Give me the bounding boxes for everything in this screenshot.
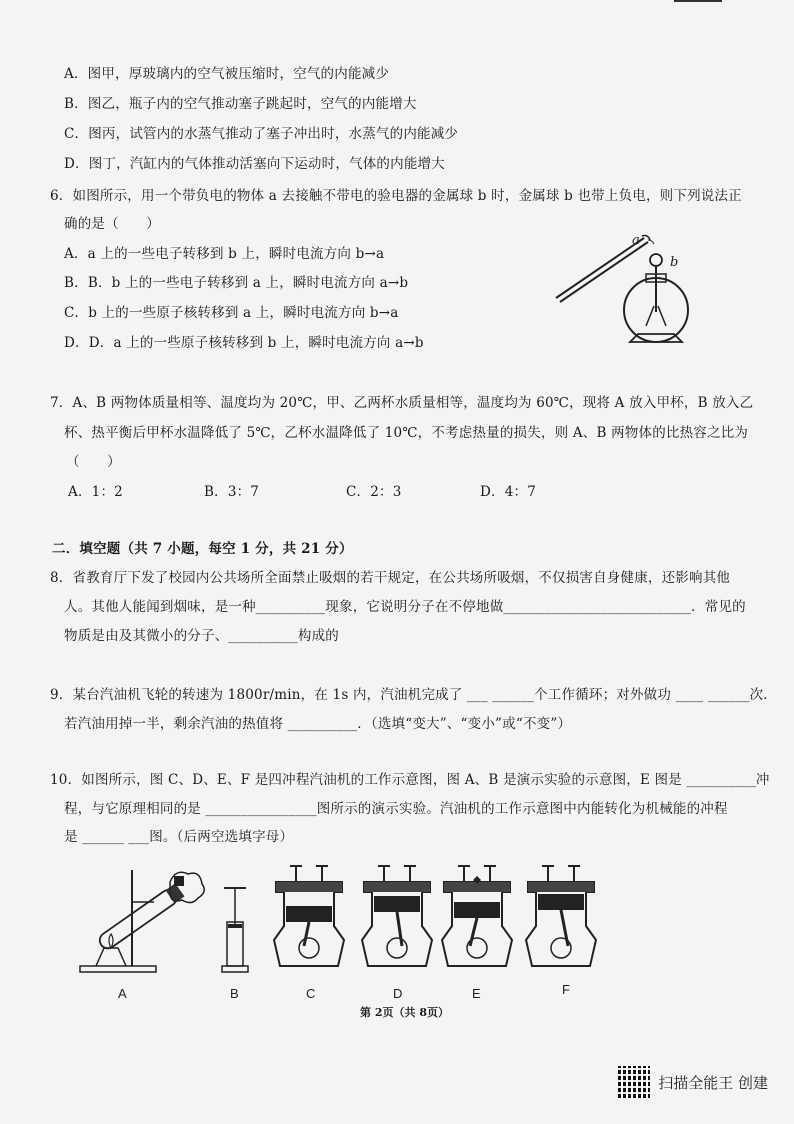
q6-option-a: A．a 上的一些电子转移到 b 上，瞬时电流方向 b→a <box>64 246 385 262</box>
figure-label-e: E <box>472 986 481 1001</box>
top-rule <box>674 0 722 2</box>
electroscope-label-b: b <box>670 255 679 270</box>
watermark-text: 扫描全能王 创建 <box>658 1073 768 1092</box>
q10-line2: 程，与它原理相同的是 ________________图所示的演示实验。汽油机的工作示意图中内能转化为机械能的冲程 <box>64 801 728 817</box>
page-number: 第 2页（共 8页） <box>360 1006 449 1019</box>
figure-label-d: D <box>393 986 403 1001</box>
q7-line2: 杯、热平衡后甲杯水温降低了 5℃，乙杯水温降低了 10℃，不考虑热量的损失，则 A、B 两物体的比热容之比为 <box>64 425 749 441</box>
q6-option-d: D．D．a 上的一些原子核转移到 b 上，瞬时电流方向 a→b <box>64 335 424 351</box>
q9-line2: 若汽油用掉一半，剩余汽油的热值将 __________．（选填“变大”、“变小”或“不变”） <box>64 716 572 732</box>
qr-code-icon <box>618 1066 650 1098</box>
q5-option-b: B．图乙，瓶子内的空气推动塞子跳起时，空气的内能增大 <box>64 96 417 112</box>
figure-c-engine-stroke <box>268 862 350 974</box>
section-title: 二．填空题（共 7 小题，每空 1 分，共 21 分） <box>52 541 353 557</box>
q7-option-a: A．1：2 <box>68 484 123 500</box>
q6-stem-line2: 确的是（ ） <box>64 216 160 232</box>
figure-label-f: F <box>562 982 570 997</box>
q5-option-d: D．图丁，汽缸内的气体推动活塞向下运动时，气体的内能增大 <box>64 156 445 172</box>
q6-stem-line1: 6．如图所示，用一个带负电的物体 a 去接触不带电的验电器的金属球 b 时，金属球 b 也带上负电，则下列说法正 <box>50 188 742 204</box>
q10-line3: 是 ______ ___图。（后两空选填字母） <box>64 829 294 845</box>
figure-b-compression-tube <box>216 884 256 978</box>
q8-line2: 人。其他人能闻到烟味，是一种__________现象，它说明分子在不停地做___________________________．常见的 <box>64 599 746 615</box>
q5-option-c: C．图丙，试管内的水蒸气推动了塞子冲出时，水蒸气的内能减少 <box>64 126 459 142</box>
figure-label-a: A <box>118 986 127 1001</box>
q7-line3: （ ） <box>66 454 121 470</box>
figure-label-c: C <box>306 986 316 1001</box>
q8-line1: 8．省教育厅下发了校园内公共场所全面禁止吸烟的若干规定，在公共场所吸烟，不仅损害自身健康，还影响其他 <box>50 570 731 586</box>
figure-label-b: B <box>230 986 239 1001</box>
q9-line1: 9．某台汽油机飞轮的转速为 1800r/min，在 1s 内，汽油机完成了 ___ ______个工作循环；对外做功 ____ ______次． <box>50 687 777 703</box>
q6-option-c: C．b 上的一些原子核转移到 a 上，瞬时电流方向 b→a <box>64 305 399 321</box>
electroscope-figure <box>548 226 698 356</box>
electroscope-label-a: a <box>632 233 640 248</box>
figure-a-test-tube-experiment <box>74 862 206 978</box>
q10-line1: 10．如图所示，图 C、D、E、F 是四冲程汽油机的工作示意图，图 A、B 是演示实验的示意图，E 图是 __________冲 <box>50 772 770 788</box>
figure-e-engine-stroke <box>436 862 518 974</box>
scanner-watermark <box>618 1066 768 1098</box>
q7-option-b: B．3：7 <box>204 484 260 500</box>
figure-f-engine-stroke <box>520 862 602 974</box>
q7-option-d: D．4：7 <box>480 484 537 500</box>
figure-d-engine-stroke <box>356 862 438 974</box>
q7-option-c: C．2：3 <box>346 484 402 500</box>
q5-option-a: A．图甲，厚玻璃内的空气被压缩时，空气的内能减少 <box>64 66 390 82</box>
q8-line3: 物质是由及其微小的分子、__________构成的 <box>64 628 339 644</box>
q7-line1: 7．A、B 两物体质量相等、温度均为 20℃，甲、乙两杯水质量相等，温度均为 60℃，现将 A 放入甲杯，B 放入乙 <box>50 395 754 411</box>
q6-option-b: B．B．b 上的一些电子转移到 a 上，瞬时电流方向 a→b <box>64 275 409 291</box>
